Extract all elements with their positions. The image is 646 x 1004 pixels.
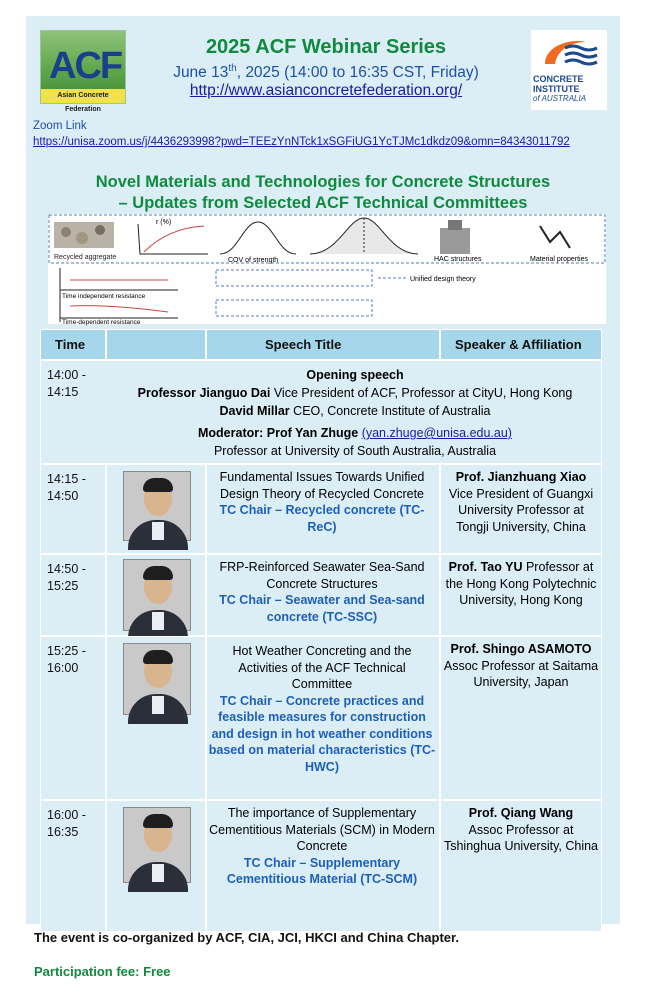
speaker-affiliation: Prof. Jianzhuang Xiao Vice President of Guangxi University Professor at Tongji University, China xyxy=(448,470,594,534)
speaker-photo xyxy=(123,807,191,883)
header-time: Time xyxy=(55,337,86,352)
schedule-table xyxy=(40,329,602,932)
acf-logo xyxy=(40,30,126,113)
acf-logo-band: Asian Concrete Federation xyxy=(41,89,125,103)
speech-title: Hot Weather Concreting and the Activities of the ACF Technical Committee TC Chair – Concrete practices and feasible measures for construction and design in hot weather conditions based on material characteristics (TC-HWC) xyxy=(208,644,436,774)
flyer xyxy=(26,16,620,924)
participation-fee: Participation fee: Free xyxy=(34,964,171,979)
acf-logo-letters: ACF xyxy=(49,45,122,87)
speech-title: FRP-Reinforced Seawater Sea-Sand Concrete Structures TC Chair – Seawater and Sea-sand concrete (TC-SSC) xyxy=(207,559,437,625)
diagram-label-unified: Unified design theory xyxy=(410,276,476,283)
speech-title: The importance of Supplementary Cementitious Materials (SCM) in Modern Concrete TC Chair – Supplementary Cementitious Material (TC-SCM) xyxy=(207,805,437,888)
opening-time: 14:00 - 14:15 xyxy=(47,368,86,399)
table-row xyxy=(40,464,602,554)
speaker-affiliation: Prof. Qiang Wang Assoc Professor at Tshinghua University, China xyxy=(443,806,598,853)
opening-block xyxy=(111,366,599,460)
diagram-label-tdr: Time-dependent resistance xyxy=(62,319,141,326)
diagram-label-cov: COV of strength xyxy=(228,257,279,264)
main-title: Novel Materials and Technologies for Concrete Structures – Updates from Selected ACF Technical Committees xyxy=(95,173,551,212)
speech-title: Fundamental Issues Towards Unified Design Theory of Recycled Concrete TC Chair – Recycled concrete (TC-ReC) xyxy=(207,469,437,535)
session-time: 14:50 - 15:25 xyxy=(47,562,86,593)
moderator-email[interactable]: (yan.zhuge@unisa.edu.au) xyxy=(361,426,512,440)
webinar-title: 2025 ACF Webinar Series xyxy=(205,36,447,58)
table-row xyxy=(40,636,602,800)
tc-chair-label: TC Chair – Recycled concrete (TC-ReC) xyxy=(219,503,425,534)
speaker-photo xyxy=(123,559,191,631)
speaker-affiliation: Prof. Tao YU Professor at the Hong Kong Polytechnic University, Hong Kong xyxy=(445,560,597,607)
table-header-row xyxy=(40,329,602,360)
diagram-label-tir: Time independent resistance xyxy=(62,293,146,300)
zoom-label: Zoom Link xyxy=(33,120,87,132)
speaker-photo xyxy=(123,471,191,541)
moderator-affiliation: Professor at University of South Australia, Australia xyxy=(213,444,497,458)
cia-waves-icon xyxy=(535,34,603,72)
speaker-photo xyxy=(123,643,191,715)
diagram-label-material: Material properties xyxy=(530,256,588,263)
cia-logo xyxy=(531,30,607,110)
header-title: Speech Title xyxy=(265,337,342,352)
zoom-link[interactable]: https://unisa.zoom.us/j/4436293998?pwd=TEEzYnNTck1xSGFiUG1YcTJMc1dkdz09&omn=84343011792 xyxy=(33,136,570,148)
diagram-label-recycled: Recycled aggregate xyxy=(54,254,117,261)
session-time: 14:15 - 14:50 xyxy=(47,472,86,503)
tc-chair-label: TC Chair – Supplementary Cementitious Material (TC-SCM) xyxy=(226,855,418,886)
unified-design-diagram xyxy=(48,214,606,324)
opening-title: Opening speech xyxy=(306,368,404,382)
diagram-label-r: r (%) xyxy=(156,219,172,226)
header-speaker: Speaker & Affiliation xyxy=(455,337,582,352)
table-row-opening xyxy=(40,360,602,464)
opening-speaker-2: David Millar CEO, Concrete Institute of Australia xyxy=(219,404,491,418)
moderator-line: Moderator: Prof Yan Zhuge (yan.zhuge@unisa.edu.au) xyxy=(198,426,512,440)
tc-chair-label: TC Chair – Seawater and Sea-sand concrete (TC-SSC) xyxy=(219,593,425,624)
opening-speaker-1: Professor Jianguo Dai Vice President of ACF, Professor at CityU, Hong Kong xyxy=(137,386,573,400)
speaker-affiliation: Prof. Shingo ASAMOTO Assoc Professor at Saitama University, Japan xyxy=(443,642,599,689)
tc-chair-label: TC Chair – Concrete practices and feasible measures for construction and design in hot weather conditions based on material characteristics (TC-HWC) xyxy=(208,693,436,774)
session-time: 16:00 - 16:35 xyxy=(47,808,86,839)
acf-website-link[interactable]: http://www.asianconcretefederation.org/ xyxy=(189,82,463,99)
webinar-date: June 13th, 2025 (14:00 to 16:35 CST, Friday) xyxy=(173,63,479,82)
cia-logo-text: CONCRETE INSTITUTE of AUSTRALIA xyxy=(533,74,587,103)
diagram-label-hac: HAC structures xyxy=(434,256,482,263)
table-row xyxy=(40,554,602,636)
session-time: 15:25 - 16:00 xyxy=(47,644,86,675)
table-row xyxy=(40,800,602,932)
coorganizers-note: The event is co-organized by ACF, CIA, JCI, HKCI and China Chapter. xyxy=(34,930,459,945)
